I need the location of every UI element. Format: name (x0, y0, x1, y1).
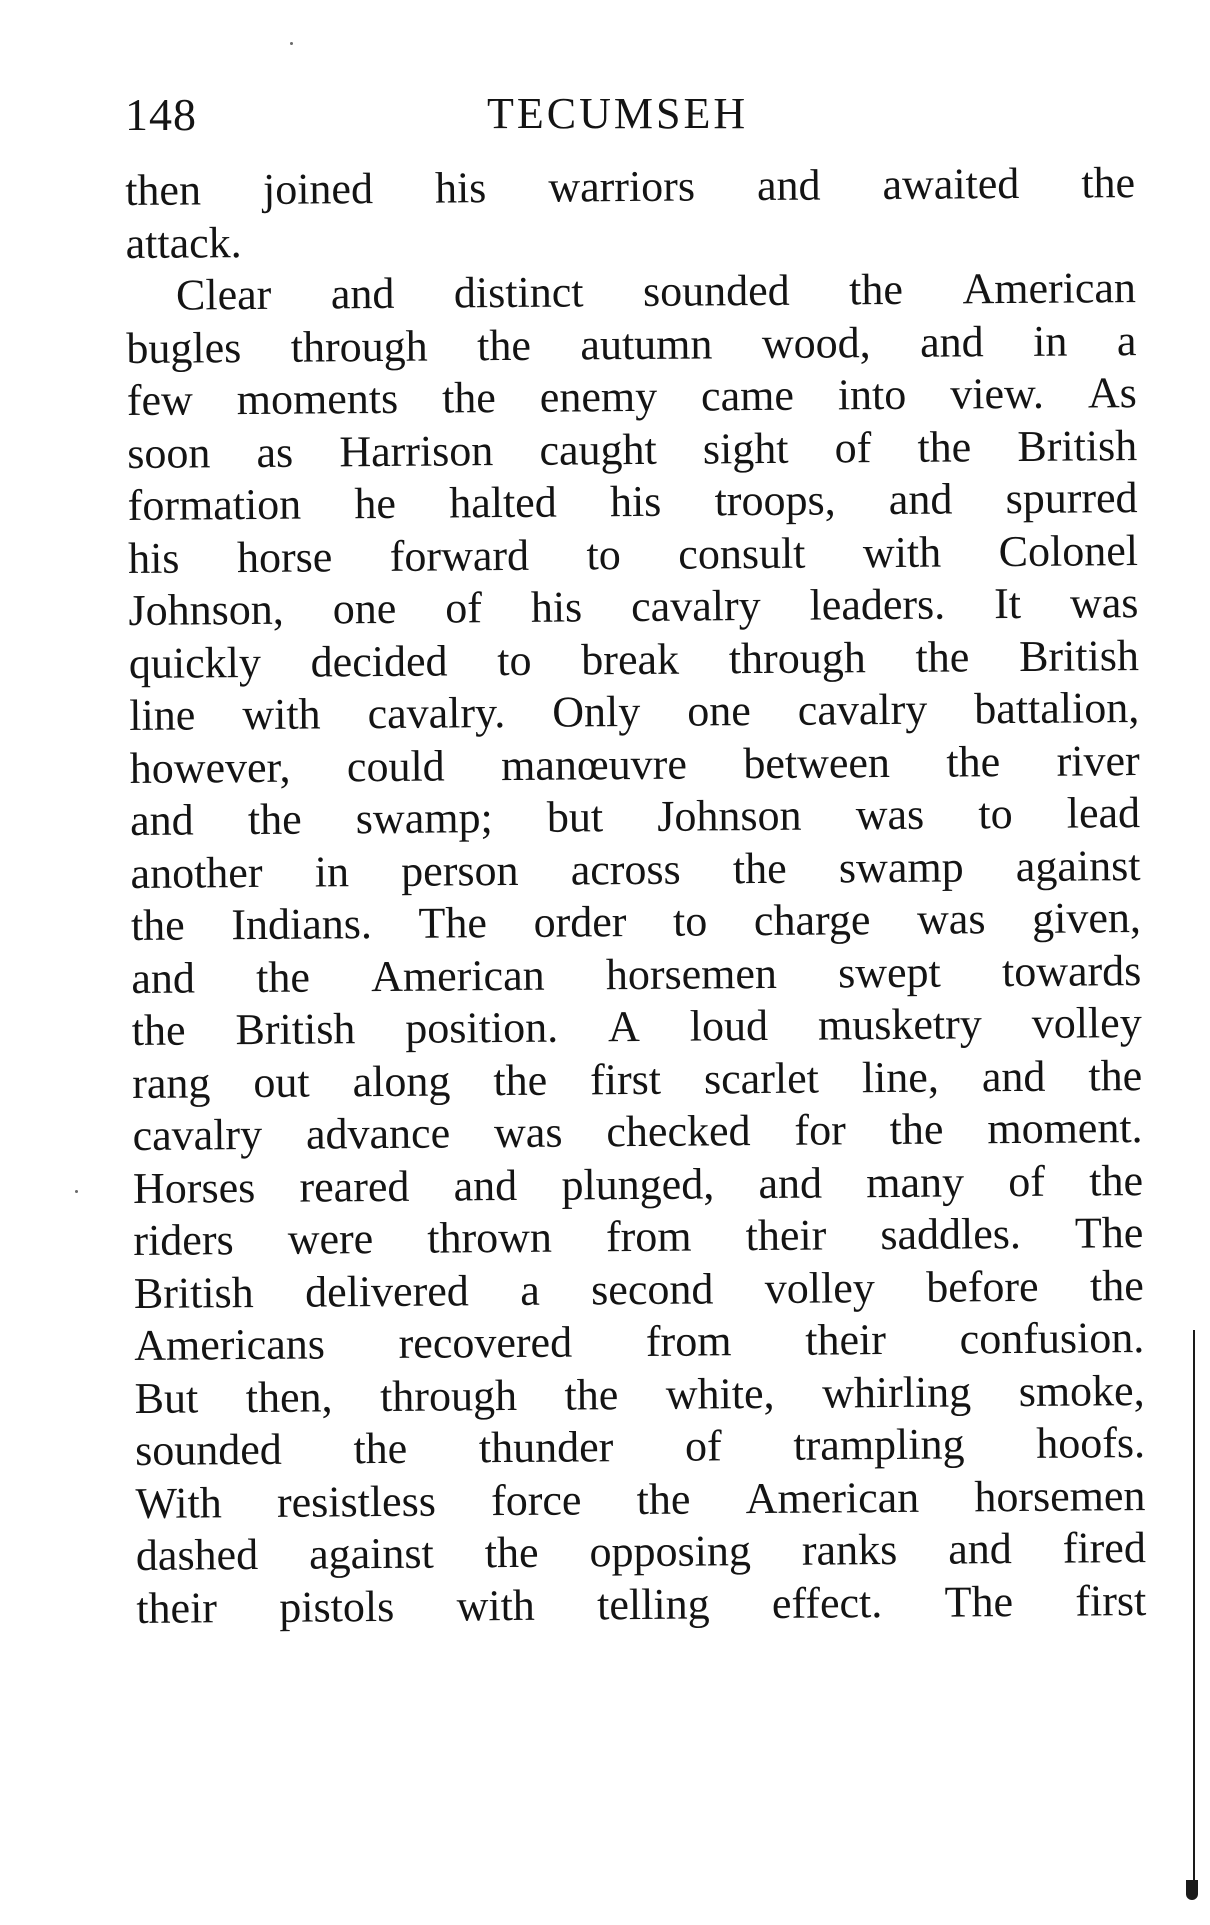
text-line: however, could manœuvre between the river (129, 735, 1140, 793)
text-line: sounded the thunder of trampling hoofs. (134, 1418, 1146, 1475)
text-line: British delivered a second volley before the (133, 1260, 1144, 1318)
running-title: TECUMSEH (487, 89, 749, 138)
text-line: dashed against the opposing ranks and fired (135, 1523, 1147, 1580)
text-line: With resistless force the American horsemen (135, 1470, 1146, 1528)
text-line: and the swamp; but Johnson was to lead (129, 788, 1141, 845)
text-line: formation he halted his troops, and spurred (127, 473, 1138, 530)
text-line: attack. (125, 217, 242, 268)
text-line: Americans recovered from their confusion. (134, 1313, 1145, 1370)
text-line: Johnson, one of his cavalry leaders. It was (128, 578, 1139, 635)
text-line: quickly decided to break through the British (128, 630, 1140, 688)
binding-edge-mark (1186, 1880, 1198, 1900)
text-line: But then, through the white, whirling smoke, (134, 1365, 1145, 1423)
text-line: riders were thrown from their saddles. The (133, 1208, 1144, 1265)
text-line: soon as Harrison caught sight of the British (127, 420, 1138, 478)
text-line: then joined his warriors and awaited the (125, 158, 1136, 215)
text-line: their pistols with telling effect. The first (136, 1575, 1147, 1633)
text-line: bugles through the autumn wood, and in a (126, 315, 1137, 373)
binding-edge-line (1193, 1330, 1195, 1890)
body-text (125, 157, 1147, 1635)
text-line: line with cavalry. Only one cavalry battalion, (129, 683, 1140, 740)
page-number: 148 (125, 89, 197, 140)
text-line: and the American horsemen swept towards (131, 945, 1142, 1003)
text-line: his horse forward to consult with Colonel (127, 525, 1139, 583)
text-line: Clear and distinct sounded the American (175, 263, 1137, 320)
text-line: Horses reared and plunged, and many of the (132, 1155, 1144, 1213)
text-line: cavalry advance was checked for the moment. (132, 1103, 1143, 1160)
page-header (125, 88, 1145, 148)
text-line: rang out along the first scarlet line, and the (132, 1050, 1143, 1108)
text-line: few moments the enemy came into view. As (126, 368, 1137, 425)
text-line: the Indians. The order to charge was given, (130, 893, 1142, 950)
text-line: another in person across the swamp against (130, 840, 1141, 898)
paper-speck (75, 1190, 78, 1193)
paper-speck (290, 42, 293, 45)
text-line: the British position. A loud musketry volley (131, 998, 1142, 1055)
